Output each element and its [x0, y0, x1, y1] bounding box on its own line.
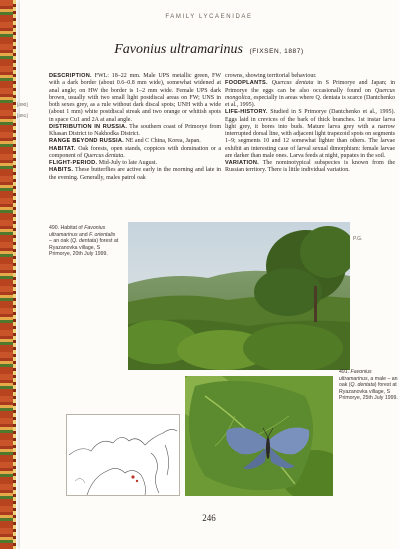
paragraph-habits: HABITS. These butterflies are active early in the morning and late in the evening. Generally, males patrol oak [49, 167, 221, 181]
running-head: FAMILY LYCAENIDAE [165, 14, 253, 20]
page-number: 246 [202, 513, 216, 523]
paragraph-foodplants: FOODPLANTS. Quercus dentata in S Primorye and Japan; in Primorye the eggs can be also occasionally found on Quercus mongolica, especially in areas where Q. dentata is scarce (Dantchenko et al., 1995). [225, 80, 395, 108]
butterfly-photo [185, 376, 333, 496]
paragraph-range: RANGE BEYOND RUSSIA. NE and C China, Korea, Japan. [49, 138, 201, 145]
paragraph-habits-cont: crowns, showing territorial behaviour. [225, 73, 317, 79]
habitat-photo [128, 222, 350, 370]
paragraph-habitat: HABITAT. Oak forests, open stands, coppices with domination or a component of Quercus dentata. [49, 145, 221, 159]
margin-ref-491: [491] [17, 114, 28, 119]
paragraph-life-history: LIFE-HISTORY. Studied in S Primorye (Dantchenko et al., 1995). Eggs laid in crevices of the bark of thick branches. 1st instar larva light grey, it bores into buds. Mature larva grey with a narrow interrupted dorsal line, with adjacent light trapezoid spots on segments 1–9; segments 10 and 12 somewhat lighter than others. The larvae exhibit an interesting case of larval sexual dimorphism: female larvae are darker than male ones. Larva feeds at night, pupates in the soil. [225, 109, 395, 159]
paragraph-distribution: DISTRIBUTION IN RUSSIA. The southern coast of Primorye from Khasan District to Nakhodka District. [49, 123, 221, 137]
caption-491: 491. Favonius ultramarinus, a male – an oak (Q. dentata) forest at Ryazanovka village, S Primorye, 25th July 1999. [339, 369, 398, 402]
book-page [17, 0, 398, 549]
paragraph-description: DESCRIPTION. FWL: 18–22 mm. Male UPS metallic green, FW with a dark border (about 0.6–0.8 mm wide), somewhat widened at anal angle; on HW the border is 1–2 mm wide. Female UPS dark brown, usually with two small light postdiscal areas on FW; UNS in both sexes grey, as a rule without dark discal spots; UNH with a wide (about 1 mm) white postdiscal streak and two orange or whitish spots in space Cu1 and 2A at anal angle. [49, 73, 221, 123]
paragraph-variation: VARIATION. The nominotypical subspecies is known from the Russian territory. There is little individual variation. [225, 160, 395, 174]
margin-ref-490: [490] [17, 103, 28, 108]
text-column-left [49, 73, 221, 182]
species-title [20, 42, 398, 58]
species-name: Favonius ultramarinus [114, 42, 243, 57]
paragraph-flight-period: FLIGHT-PERIOD. Mid-July to late August. [49, 160, 158, 166]
text-column-right [225, 73, 395, 175]
distribution-map [66, 414, 180, 496]
caption-490: 490. Habitat of Favonius ultramarinus and F. orientalis – an oak (Q. dentata) forest at Ryazanovka village, S Primorye, 20th July 1999. [49, 225, 119, 258]
author-initials: P.G. [353, 236, 363, 242]
habitat-photo-illustration [128, 222, 350, 370]
distribution-map-drawing [67, 415, 179, 495]
butterfly-photo-illustration [185, 376, 333, 496]
species-author: (FIXSEN, 1887) [249, 48, 304, 55]
book-spine-edge [0, 0, 16, 549]
